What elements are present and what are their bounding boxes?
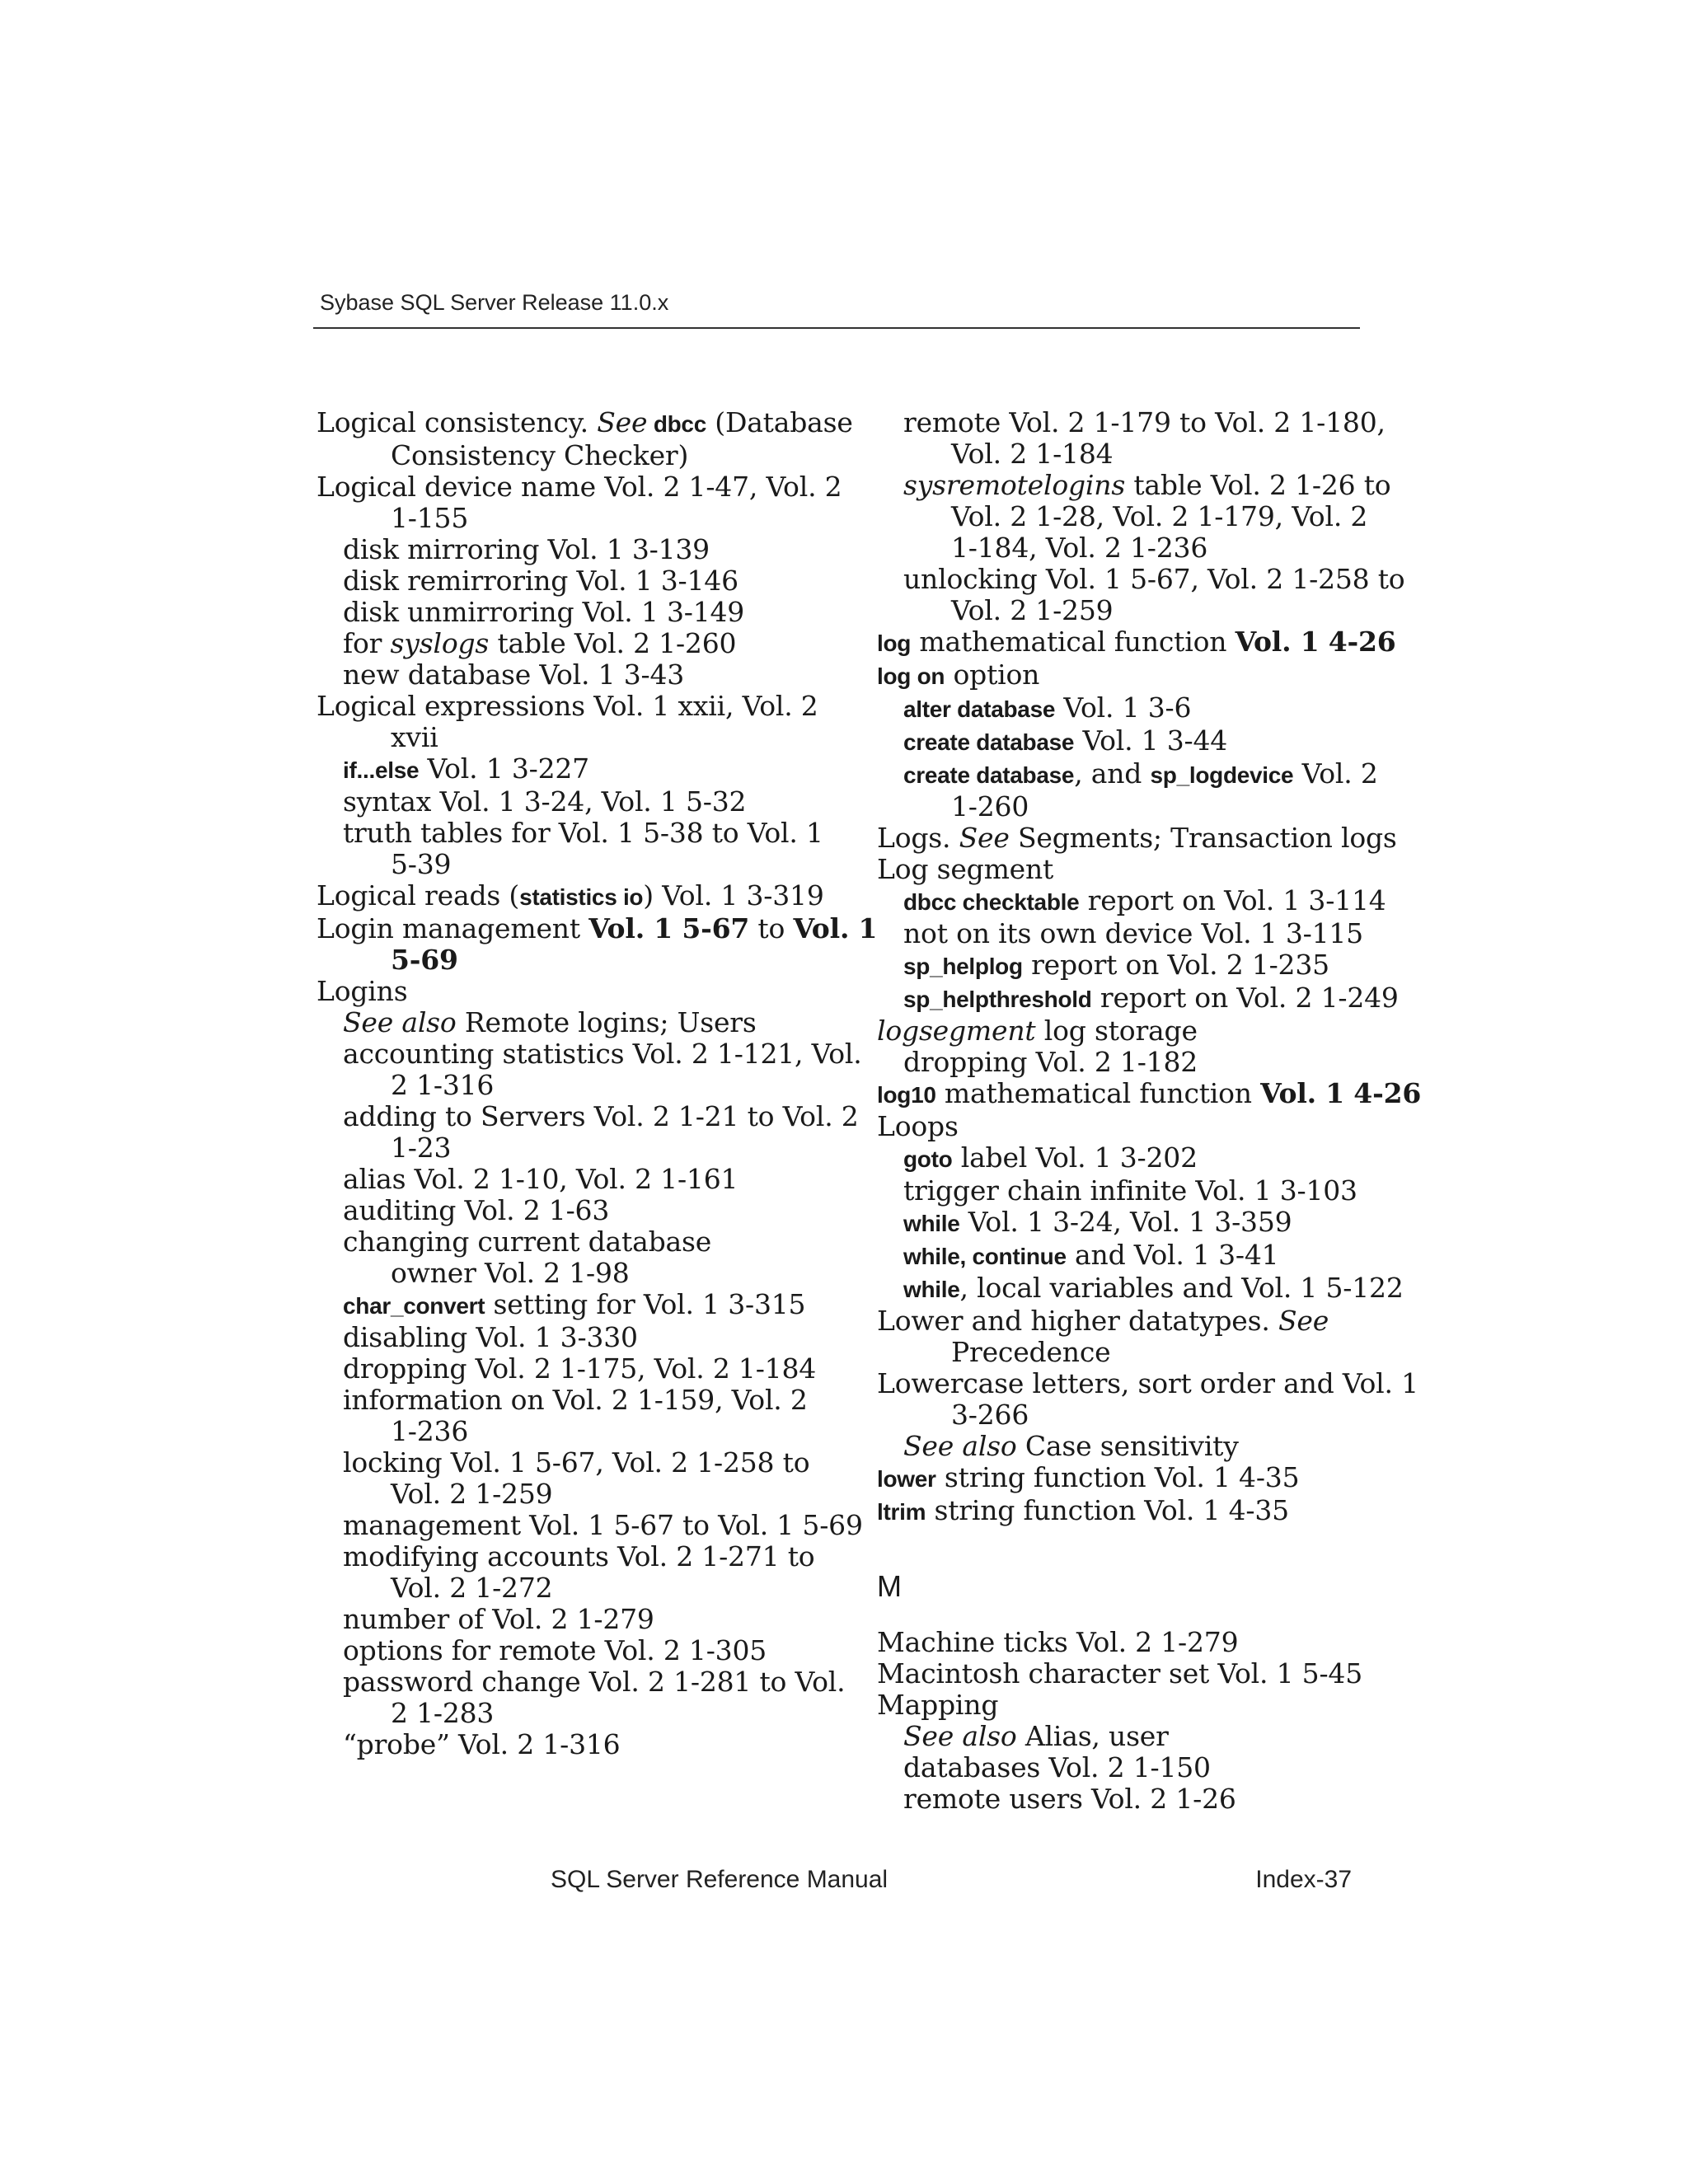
index-subentry bbox=[316, 1195, 828, 1226]
entry-text: dropping Vol. 2 1-182 bbox=[903, 1046, 1198, 1078]
entry-text: “probe” Vol. 2 1-316 bbox=[343, 1728, 621, 1760]
entry-text: statistics io bbox=[519, 884, 644, 910]
entry-text: Vol. 2 1-259 bbox=[951, 594, 1114, 626]
entry-text: Logical expressions Vol. 1 xxii, Vol. 2 bbox=[316, 690, 818, 722]
entry-text: (Database bbox=[706, 406, 853, 438]
index-subentry bbox=[316, 597, 828, 628]
entry-text: char_convert bbox=[343, 1293, 485, 1319]
index-subentry bbox=[877, 1431, 1372, 1462]
entry-text: modifying accounts Vol. 2 1-271 to bbox=[343, 1540, 815, 1572]
index-entry bbox=[877, 1495, 1372, 1528]
index-entry-continuation bbox=[316, 944, 828, 976]
entry-text: dropping Vol. 2 1-175, Vol. 2 1-184 bbox=[343, 1352, 817, 1385]
entry-text: Lower and higher datatypes. bbox=[877, 1305, 1278, 1337]
index-subentry bbox=[316, 753, 828, 786]
header-rule bbox=[313, 327, 1360, 329]
entry-text: log storage bbox=[1035, 1015, 1198, 1047]
entry-text: report on Vol. 2 1-249 bbox=[1091, 982, 1399, 1014]
index-subentry bbox=[877, 563, 1405, 595]
entry-text: report on Vol. 2 1-235 bbox=[1022, 949, 1329, 981]
entry-text: See bbox=[597, 406, 648, 438]
entry-text: locking Vol. 1 5-67, Vol. 2 1-258 to bbox=[343, 1446, 810, 1479]
entry-text: while, continue bbox=[903, 1244, 1067, 1269]
index-entry bbox=[877, 659, 1372, 692]
entry-text: password change Vol. 2 1-281 to Vol. bbox=[343, 1666, 846, 1698]
entry-text: Vol. 1 3-227 bbox=[419, 752, 589, 785]
index-subentry bbox=[316, 1666, 846, 1698]
index-entry-continuation bbox=[316, 1258, 828, 1289]
entry-text: sp_helplog bbox=[903, 954, 1023, 979]
index-entry-continuation bbox=[877, 438, 1372, 470]
entry-text: See also bbox=[903, 1720, 1017, 1752]
entry-text: Vol. 2 1-272 bbox=[391, 1572, 553, 1604]
index-entry-continuation bbox=[316, 722, 828, 753]
entry-text: Vol. 2 bbox=[1293, 757, 1378, 790]
entry-text: sp_logdevice bbox=[1150, 762, 1294, 788]
entry-text: alias Vol. 2 1-10, Vol. 2 1-161 bbox=[343, 1163, 738, 1195]
entry-text: disabling Vol. 1 3-330 bbox=[343, 1321, 638, 1353]
entry-text: table Vol. 2 1-26 to bbox=[1125, 469, 1391, 501]
entry-text: Vol. 1 5-67 bbox=[588, 912, 750, 944]
entry-text: setting for Vol. 1 3-315 bbox=[485, 1288, 806, 1320]
index-entry-continuation bbox=[877, 791, 1372, 823]
entry-text: trigger chain infinite Vol. 1 3-103 bbox=[903, 1174, 1357, 1207]
index-entry bbox=[877, 1077, 1422, 1111]
entry-text: See bbox=[959, 822, 1010, 854]
entry-text: Vol. 2 1-28, Vol. 2 1-179, Vol. 2 bbox=[951, 500, 1368, 532]
entry-text: xvii bbox=[391, 721, 438, 753]
index-entry bbox=[877, 1111, 1372, 1142]
entry-text: Loops bbox=[877, 1110, 959, 1142]
index-entry-continuation bbox=[877, 501, 1372, 532]
entry-text: Logins bbox=[316, 975, 408, 1007]
index-entry-continuation bbox=[316, 849, 828, 880]
index-subentry bbox=[877, 1721, 1372, 1752]
entry-text: accounting statistics Vol. 2 1-121, Vol. bbox=[343, 1038, 862, 1070]
index-subentry bbox=[316, 1322, 828, 1353]
entry-text: adding to Servers Vol. 2 1-21 to Vol. 2 bbox=[343, 1100, 859, 1132]
index-subentry bbox=[316, 1541, 828, 1572]
entry-text: log10 bbox=[877, 1082, 936, 1108]
entry-text: if...else bbox=[343, 757, 420, 783]
index-subentry bbox=[316, 1038, 862, 1070]
entry-text: information on Vol. 2 1-159, Vol. 2 bbox=[343, 1384, 808, 1416]
entry-text: options for remote Vol. 2 1-305 bbox=[343, 1634, 767, 1666]
entry-text: mathematical function bbox=[935, 1077, 1261, 1109]
index-entry bbox=[316, 880, 828, 913]
index-entry-continuation bbox=[316, 1070, 828, 1101]
entry-text: ltrim bbox=[877, 1499, 926, 1525]
entry-text: Vol. 1 3-44 bbox=[1074, 724, 1228, 757]
index-subentry bbox=[316, 534, 828, 565]
index-entry-continuation bbox=[316, 1132, 828, 1164]
entry-text: remote Vol. 2 1-179 to Vol. 2 1-180, bbox=[903, 406, 1386, 438]
index-subentry bbox=[316, 1447, 828, 1479]
index-subentry bbox=[316, 1100, 859, 1132]
entry-text: Vol. 2 1-259 bbox=[391, 1478, 553, 1510]
index-subentry bbox=[877, 1783, 1372, 1815]
index-entry bbox=[877, 1305, 1372, 1337]
entry-text: disk remirroring Vol. 1 3-146 bbox=[343, 565, 738, 597]
entry-text: log on bbox=[877, 663, 945, 689]
entry-text: 5-69 bbox=[391, 944, 458, 976]
index-subentry bbox=[877, 1047, 1372, 1078]
entry-text: Macintosh character set Vol. 1 5-45 bbox=[877, 1657, 1362, 1690]
index-subentry bbox=[316, 1007, 828, 1038]
entry-text: , and bbox=[1074, 757, 1151, 790]
index-subentry bbox=[877, 692, 1372, 725]
index-entry bbox=[316, 912, 878, 944]
index-entry-continuation bbox=[877, 532, 1372, 564]
entry-text: log bbox=[877, 630, 912, 656]
entry-text: string function Vol. 1 4-35 bbox=[926, 1494, 1289, 1526]
entry-text: syslogs bbox=[390, 627, 490, 659]
entry-text: sp_helpthreshold bbox=[903, 987, 1092, 1012]
footer-title: SQL Server Reference Manual bbox=[551, 1866, 889, 1893]
index-entry bbox=[877, 1462, 1372, 1495]
index-entry bbox=[316, 691, 828, 722]
index-subentry bbox=[316, 1385, 828, 1416]
entry-text: 1-155 bbox=[391, 502, 469, 534]
index-entry bbox=[877, 822, 1397, 854]
entry-text: auditing Vol. 2 1-63 bbox=[343, 1194, 610, 1226]
index-subentry bbox=[877, 725, 1372, 758]
entry-text: ) Vol. 1 3-319 bbox=[643, 879, 824, 912]
entry-text: table Vol. 2 1-260 bbox=[489, 627, 737, 659]
entry-text: 1-260 bbox=[951, 790, 1029, 823]
entry-text: 3-266 bbox=[951, 1399, 1029, 1431]
entry-text: Logical consistency. bbox=[316, 406, 598, 438]
index-subentry bbox=[316, 1509, 863, 1541]
index-subentry bbox=[877, 1752, 1372, 1783]
index-entry bbox=[877, 854, 1372, 885]
entry-text: while bbox=[903, 1277, 960, 1302]
entry-text: Vol. 1 4-26 bbox=[1235, 626, 1396, 658]
entry-text: dbcc checktable bbox=[903, 889, 1080, 915]
index-subentry bbox=[316, 1353, 828, 1385]
entry-text: 1-236 bbox=[391, 1415, 469, 1447]
page-number: Index-37 bbox=[1255, 1866, 1352, 1893]
entry-text: Segments; Transaction logs bbox=[1009, 822, 1397, 854]
entry-text: See bbox=[1278, 1305, 1329, 1337]
entry-text: 2 1-316 bbox=[391, 1069, 495, 1101]
entry-text: 5-39 bbox=[391, 848, 452, 880]
entry-text: Vol. 1 3-6 bbox=[1055, 691, 1192, 724]
entry-text: dbcc bbox=[647, 411, 706, 437]
entry-text: Remote logins; Users bbox=[456, 1006, 757, 1038]
entry-text: Login management bbox=[316, 912, 589, 944]
entry-text: Alias, user bbox=[1016, 1720, 1169, 1752]
entry-text: logsegment bbox=[877, 1015, 1036, 1047]
entry-text: 1-23 bbox=[391, 1132, 452, 1164]
index-entry-continuation bbox=[877, 595, 1372, 626]
entry-text: management Vol. 1 5-67 to Vol. 1 5-69 bbox=[343, 1509, 863, 1541]
entry-text: Logical device name Vol. 2 1-47, Vol. 2 bbox=[316, 471, 842, 503]
entry-text: Vol. 1 bbox=[793, 912, 878, 944]
entry-text: syntax Vol. 1 3-24, Vol. 1 5-32 bbox=[343, 785, 747, 818]
entry-text: label Vol. 1 3-202 bbox=[952, 1141, 1198, 1174]
entry-text: lower bbox=[877, 1466, 936, 1492]
index-subentry bbox=[316, 786, 828, 818]
index-entry bbox=[877, 626, 1396, 659]
index-subentry bbox=[877, 1240, 1372, 1272]
index-subentry bbox=[877, 982, 1399, 1015]
index-subentry bbox=[316, 628, 828, 659]
entry-text: alter database bbox=[903, 696, 1056, 722]
entry-text: goto bbox=[903, 1146, 953, 1172]
index-subentry bbox=[877, 1272, 1404, 1305]
entry-text: Vol. 1 3-24, Vol. 1 3-359 bbox=[959, 1206, 1292, 1238]
index-subentry bbox=[316, 1226, 828, 1258]
index-subentry bbox=[316, 1635, 828, 1666]
entry-text: create database bbox=[903, 729, 1075, 755]
entry-text: 2 1-283 bbox=[391, 1697, 495, 1729]
index-subentry bbox=[877, 469, 1391, 501]
index-subentry bbox=[316, 818, 828, 849]
index-subentry bbox=[877, 1142, 1372, 1175]
index-subentry bbox=[316, 1604, 828, 1635]
index-subentry bbox=[877, 1207, 1372, 1240]
entry-text: changing current database bbox=[343, 1226, 712, 1258]
section-letter: M bbox=[877, 1569, 902, 1603]
index-entry bbox=[877, 1015, 1372, 1047]
entry-text: mathematical function bbox=[911, 626, 1236, 658]
running-head: Sybase SQL Server Release 11.0.x bbox=[320, 290, 669, 315]
entry-text: while bbox=[903, 1211, 960, 1236]
entry-text: databases Vol. 2 1-150 bbox=[903, 1751, 1211, 1783]
entry-text: number of Vol. 2 1-279 bbox=[343, 1603, 654, 1635]
entry-text: report on Vol. 1 3-114 bbox=[1079, 884, 1386, 916]
index-entry bbox=[316, 406, 853, 440]
entry-text: unlocking Vol. 1 5-67, Vol. 2 1-258 to bbox=[903, 563, 1405, 595]
index-subentry bbox=[316, 565, 828, 597]
entry-text: Logs. bbox=[877, 822, 959, 854]
entry-text: Mapping bbox=[877, 1689, 999, 1721]
entry-text: disk unmirroring Vol. 1 3-149 bbox=[343, 596, 745, 628]
index-entry bbox=[877, 1690, 1372, 1721]
entry-text: , local variables and Vol. 1 5-122 bbox=[959, 1272, 1404, 1304]
entry-text: remote users Vol. 2 1-26 bbox=[903, 1783, 1236, 1815]
index-column-left bbox=[316, 406, 878, 1760]
entry-text: Machine ticks Vol. 2 1-279 bbox=[877, 1626, 1239, 1658]
entry-text: sysremotelogins bbox=[903, 469, 1126, 501]
entry-text: not on its own device Vol. 1 3-115 bbox=[903, 917, 1363, 949]
index-entry-continuation bbox=[877, 1399, 1372, 1431]
entry-text: Lowercase letters, sort order and Vol. 1 bbox=[877, 1367, 1418, 1399]
entry-text: Vol. 2 1-184 bbox=[951, 438, 1114, 470]
index-column-right bbox=[877, 406, 1422, 1815]
index-entry-continuation bbox=[316, 1698, 828, 1729]
index-entry-continuation bbox=[316, 1479, 828, 1510]
entry-text: Case sensitivity bbox=[1016, 1430, 1239, 1462]
index-entry bbox=[877, 1367, 1418, 1399]
entry-text: Logical reads ( bbox=[316, 879, 520, 912]
entry-text: Consistency Checker) bbox=[391, 439, 689, 471]
index-subentry bbox=[877, 918, 1372, 949]
index-entry-continuation bbox=[316, 440, 828, 471]
index-entry-continuation bbox=[877, 1337, 1372, 1368]
entry-text: See also bbox=[903, 1430, 1017, 1462]
index-subentry bbox=[877, 884, 1386, 918]
index-entry bbox=[877, 1658, 1372, 1690]
entry-text: and Vol. 1 3-41 bbox=[1066, 1239, 1279, 1271]
entry-text: disk mirroring Vol. 1 3-139 bbox=[343, 533, 710, 565]
entry-text: truth tables for Vol. 1 5-38 to Vol. 1 bbox=[343, 817, 823, 849]
index-entry bbox=[316, 471, 842, 503]
entry-text: new database Vol. 1 3-43 bbox=[343, 658, 685, 691]
index-subentry bbox=[877, 1175, 1372, 1207]
entry-text: owner Vol. 2 1-98 bbox=[391, 1257, 630, 1289]
index-entry-continuation bbox=[316, 1572, 828, 1604]
index-entry-continuation bbox=[316, 503, 828, 534]
entry-text: to bbox=[749, 912, 794, 944]
entry-text: option bbox=[945, 658, 1040, 691]
entry-text: string function Vol. 1 4-35 bbox=[935, 1461, 1300, 1493]
index-subentry bbox=[316, 1729, 828, 1760]
entry-text: See also bbox=[343, 1006, 457, 1038]
index-entry bbox=[316, 976, 828, 1007]
entry-text: 1-184, Vol. 2 1-236 bbox=[951, 532, 1208, 564]
index-subentry bbox=[316, 659, 828, 691]
entry-text: for bbox=[343, 627, 391, 659]
index-subentry bbox=[877, 406, 1386, 438]
entry-text: Log segment bbox=[877, 853, 1054, 885]
index-subentry bbox=[877, 757, 1378, 791]
index-subentry bbox=[877, 949, 1372, 982]
index-entry-continuation bbox=[316, 1416, 828, 1447]
index-subentry bbox=[316, 1289, 828, 1322]
index-entry bbox=[877, 1627, 1372, 1658]
index-subentry bbox=[316, 1164, 828, 1195]
entry-text: Precedence bbox=[951, 1336, 1111, 1368]
entry-text: Vol. 1 4-26 bbox=[1260, 1077, 1422, 1109]
entry-text: create database bbox=[903, 762, 1075, 788]
